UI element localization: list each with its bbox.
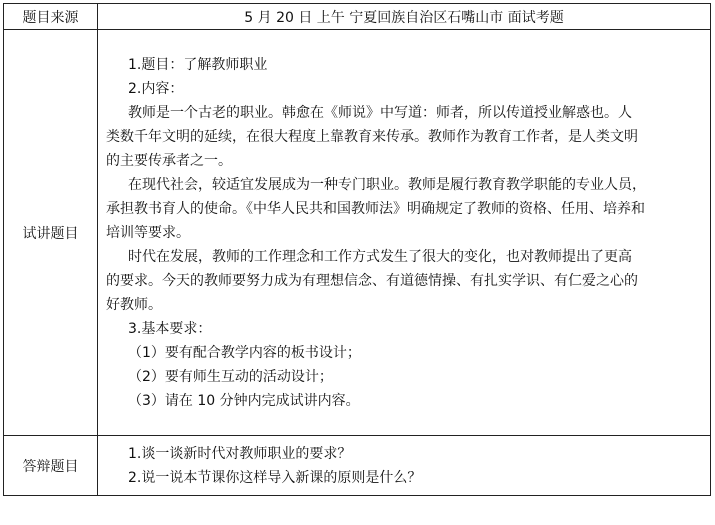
paragraph1-line3: 的主要传承者之一。 <box>106 152 232 169</box>
content-heading: 2.内容： <box>128 80 184 97</box>
defense-content-cell <box>98 436 711 496</box>
exam-table <box>3 3 711 496</box>
requirements-heading: 3.基本要求： <box>128 320 212 337</box>
lecture-content-cell <box>98 30 711 436</box>
lecture-label: 试讲题目 <box>22 225 79 242</box>
requirement-item: （2）要有师生互动的活动设计； <box>128 368 333 385</box>
header-row <box>4 4 711 30</box>
source-value: 5 月 20 日 上午 宁夏回族自治区石嘴山市 面试考题 <box>244 9 564 26</box>
requirement-item: （3）请在 10 分钟内完成试讲内容。 <box>128 392 360 409</box>
paragraph1-line1: 教师是一个古老的职业。韩愈在《师说》中写道：师者，所以传道授业解惑也。人 <box>128 104 632 121</box>
paragraph2-line1: 在现代社会，较适宜发展成为一种专门职业。教师是履行教育教学职能的专业人员， <box>128 176 646 193</box>
defense-question: 1.谈一谈新时代对教师职业的要求？ <box>128 445 352 462</box>
paragraph2-line2: 承担教书育人的使命。《中华人民共和国教师法》明确规定了教师的资格、任用、培养和 <box>106 200 645 217</box>
source-label: 题目来源 <box>22 9 79 26</box>
defense-question: 2.说一说本节课你这样导入新课的原则是什么？ <box>128 469 422 486</box>
paragraph3-line3: 好教师。 <box>106 296 162 313</box>
paragraph3-line1: 时代在发展，教师的工作理念和工作方式发生了很大的变化，也对教师提出了更高 <box>128 248 632 265</box>
paragraph2-line3: 培训等要求。 <box>106 224 190 241</box>
lecture-topic: 1.题目：了解教师职业 <box>128 56 268 73</box>
lecture-row <box>4 30 711 436</box>
requirement-item: （1）要有配合教学内容的板书设计； <box>128 344 361 361</box>
defense-label: 答辩题目 <box>22 458 79 475</box>
defense-row <box>4 436 711 496</box>
source-label-cell <box>4 4 98 30</box>
lecture-label-cell <box>4 30 98 436</box>
paragraph3-line2: 的要求。今天的教师要努力成为有理想信念、有道德情操、有扎实学识、有仁爱之心的 <box>106 272 638 289</box>
defense-label-cell <box>4 436 98 496</box>
paragraph1-line2: 类数千年文明的延续，在很大程度上靠教育来传承。教师作为教育工作者，是人类文明 <box>106 128 638 145</box>
source-value-cell <box>98 4 711 30</box>
